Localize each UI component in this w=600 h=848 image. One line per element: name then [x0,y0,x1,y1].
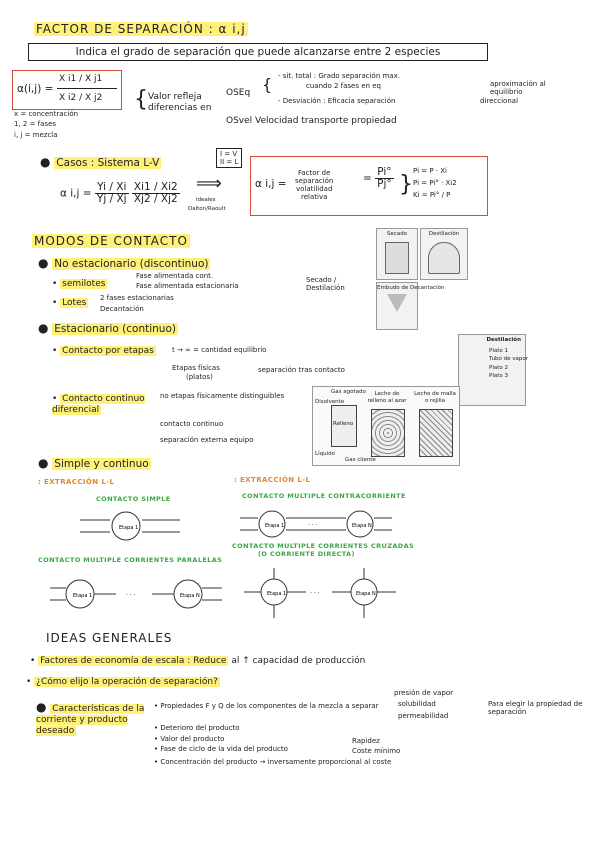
semilotes-b: Fase alimentada estacionaria [136,282,239,290]
paralelas-etapa1: Etapa 1 [73,593,93,599]
desviacion-right: direccional [480,97,519,105]
presion: presión de vapor [394,689,454,697]
alpha-symbol: α(i,j) = [17,83,54,95]
simple-diagram [70,506,200,546]
paralelas-dots: · · · [126,592,136,599]
simple-continuo: ● Simple y continuo [38,456,149,470]
funnel-icon [387,294,407,312]
valor: • Valor del producto [154,735,225,743]
alpha-note: Valor refleja diferencias en [148,92,212,113]
para-elegir: Para elegir la propiedad de separación [488,700,583,716]
rapidez: Rapidez [352,737,380,745]
lotes: • Lotes [52,298,87,308]
columna-destilacion [458,334,526,406]
phase-legend: I = V II = L [216,148,242,168]
volatility-eq1: Pi = P · Xi [413,167,447,175]
sit-total-right: aproximación al equilibrio [490,80,546,96]
simple-title: CONTACTO SIMPLE [96,495,171,503]
deterioro: • Deterioro del producto [154,724,240,732]
caract-label: ● Características de la corriente y producto deseado [36,700,145,736]
cruzadas-title: CONTACTO MULTIPLE CORRIENTES CRUZADAS [232,542,415,550]
ideas-title: IDEAS GENERALES [46,631,173,645]
etapas-b-right: separación tras contacto [258,366,345,374]
cont-c: separación externa equipo [160,436,254,444]
dalton-label: Dalton/Raoult [188,206,226,212]
secado-label: Secado [386,231,408,237]
secado-icon [385,242,409,274]
lotes-a: 2 fases estacionarias [100,294,174,302]
desviacion: - Desviación : Eficacia separación [278,97,396,105]
sit-total-2: cuando 2 fases en eq [306,82,381,90]
paralelas-diagram [46,570,226,616]
lotes-b: Decantación [100,305,144,313]
alpha-definition-box [12,70,122,110]
volatility-alpha: α i,j = [255,178,287,190]
lecho2-label: Lecho de malla o rejilla [414,391,456,404]
modos-title: MODOS DE CONTACTO [34,234,188,248]
etapas-a: t → ∞ = cantidad equilibrio [172,346,267,354]
cont-a: no etapas físicamente distinguibles [160,392,285,400]
lecho2-icon [419,409,453,457]
liquido-label: Líquido [315,451,335,457]
destilacion-top-label: Destilación [428,231,460,237]
cruzadas-diagram [240,562,400,622]
embudo-photo [376,282,445,330]
relleno-label: Relleno [333,421,354,427]
plato2: Plato 2 [489,364,508,371]
estacionario: ● Estacionario (continuo) [38,321,176,335]
contacto-etapas: • Contacto por etapas [52,346,154,356]
volatility-brace: } [399,172,413,197]
flask-icon [428,242,460,274]
arrow-icon: ⟹ [196,173,222,194]
right-diagrams-title: : EXTRACCIÓN L-L [234,476,311,484]
secado-photo [376,228,418,280]
no-estacionario: ● No estacionario (discontinuo) [38,256,209,270]
fase-ciclo: • Fase de ciclo de la vida del producto [154,745,288,753]
alpha-denominator: X i2 / X j2 [59,93,103,103]
gas-top-label: Gas agotado [331,389,366,395]
contra-etapaN: Etapa N [352,523,372,529]
etapas-b: Etapas físicas [172,364,220,372]
contracorriente-diagram [236,504,396,544]
cruzadas-etapaN: Etapa N [356,591,376,597]
alpha-legend-3: i, j = mezcla [14,131,58,139]
left-diagrams-title: : EXTRACCIÓN L-L [38,478,115,486]
plato3: Plato 3 [489,373,508,379]
branch-brace: { [262,75,273,94]
tubo-vapor: Tubo de vapor [489,356,528,362]
semilotes: • semilotes [52,279,106,289]
solub: solubilidad [398,700,436,708]
contacto-continuo: • Contacto continuo diferencial [52,394,145,415]
alpha-legend-1: x = concentración [14,110,79,118]
cruzadas-dots: · · · [310,590,320,597]
como-line: • ¿Cómo elijo la operación de separación? [26,677,218,687]
etapa1-text: Etapa 1 [119,525,139,531]
contra-etapa1: Etapa 1 [265,523,285,529]
volatility-eq2: Pi = Pi° · Xi2 [413,179,457,187]
etapas-b2: (platos) [186,373,213,381]
intro-box: Indica el grado de separación que puede alcanzarse entre 2 especies [28,43,488,61]
concentracion: • Concentración del producto → inversamente proporcional al coste [154,758,392,766]
prop-line: • Propiedades F y Q de los componentes de la mezcla a separar [154,702,379,710]
alpha-numerator: X i1 / X j1 [59,74,103,84]
cruzadas-etapa1: Etapa 1 [267,591,287,597]
paralelas-title: CONTACTO MULTIPLE CORRIENTES PARALELAS [38,556,223,564]
factores-line: • Factores de economía de escala : Reduce al ↑ capacidad de producción [30,656,366,666]
contracorriente-title: CONTACTO MULTIPLE CONTRACORRIENTE [242,492,406,500]
volatility-eq3: Ki = Pi° / P [413,191,451,199]
gas-bottom-label: Gas cliente [345,457,376,463]
alpha-legend-2: 1, 2 = fases [14,120,57,128]
lecho1-label: Lecho de relleno al azar [367,391,407,404]
cont-b: contacto continuo [160,420,224,428]
semilotes-a: Fase alimentada cont. [136,272,214,280]
osvel-line: OSvel Velocidad transporte propiedad [226,116,397,126]
plato1: Plato 1 [489,347,508,354]
volatility-frac: = $\frac{Pi^\circ}{Pj^\circ}$ [363,166,392,190]
contra-dots: · · · [308,522,318,529]
page-title: FACTOR DE SEPARACIÓN : α i,j [36,22,246,36]
brace: { [134,87,148,112]
lecho1-icon [371,409,405,457]
paralelas-etapaN: Etapa N [180,593,200,599]
coste: Coste mínimo [352,747,401,755]
sit-total: - sit. total : Grado separación max. [278,72,400,80]
casos-label: ● Casos : Sistema L-V [40,155,160,169]
cruzadas-sub: (O CORRIENTE DIRECTA) [258,550,355,558]
solvente-label: Disolvente [315,399,345,405]
columna-title: Destilación [486,337,521,343]
destilacion-photo [420,228,468,280]
semilotes-right: Secado / Destilación [306,276,345,292]
volatility-box [250,156,488,216]
embudo-label: Embudo de Decantación [377,285,445,291]
ideales-label: ideales [196,197,216,203]
perm: permeabilidad [398,712,449,720]
oseq-label: OSEq [226,88,251,98]
volatility-desc: Factor de separación volatilidad relativa [295,169,334,201]
casos-formula: α i,j = $\frac{Yi / Xi}{Yj / Xj}$ $\frac{Xi1 / Xi2}{Xj2 / Xj2}$ [60,181,178,205]
relleno-figure [312,386,460,466]
